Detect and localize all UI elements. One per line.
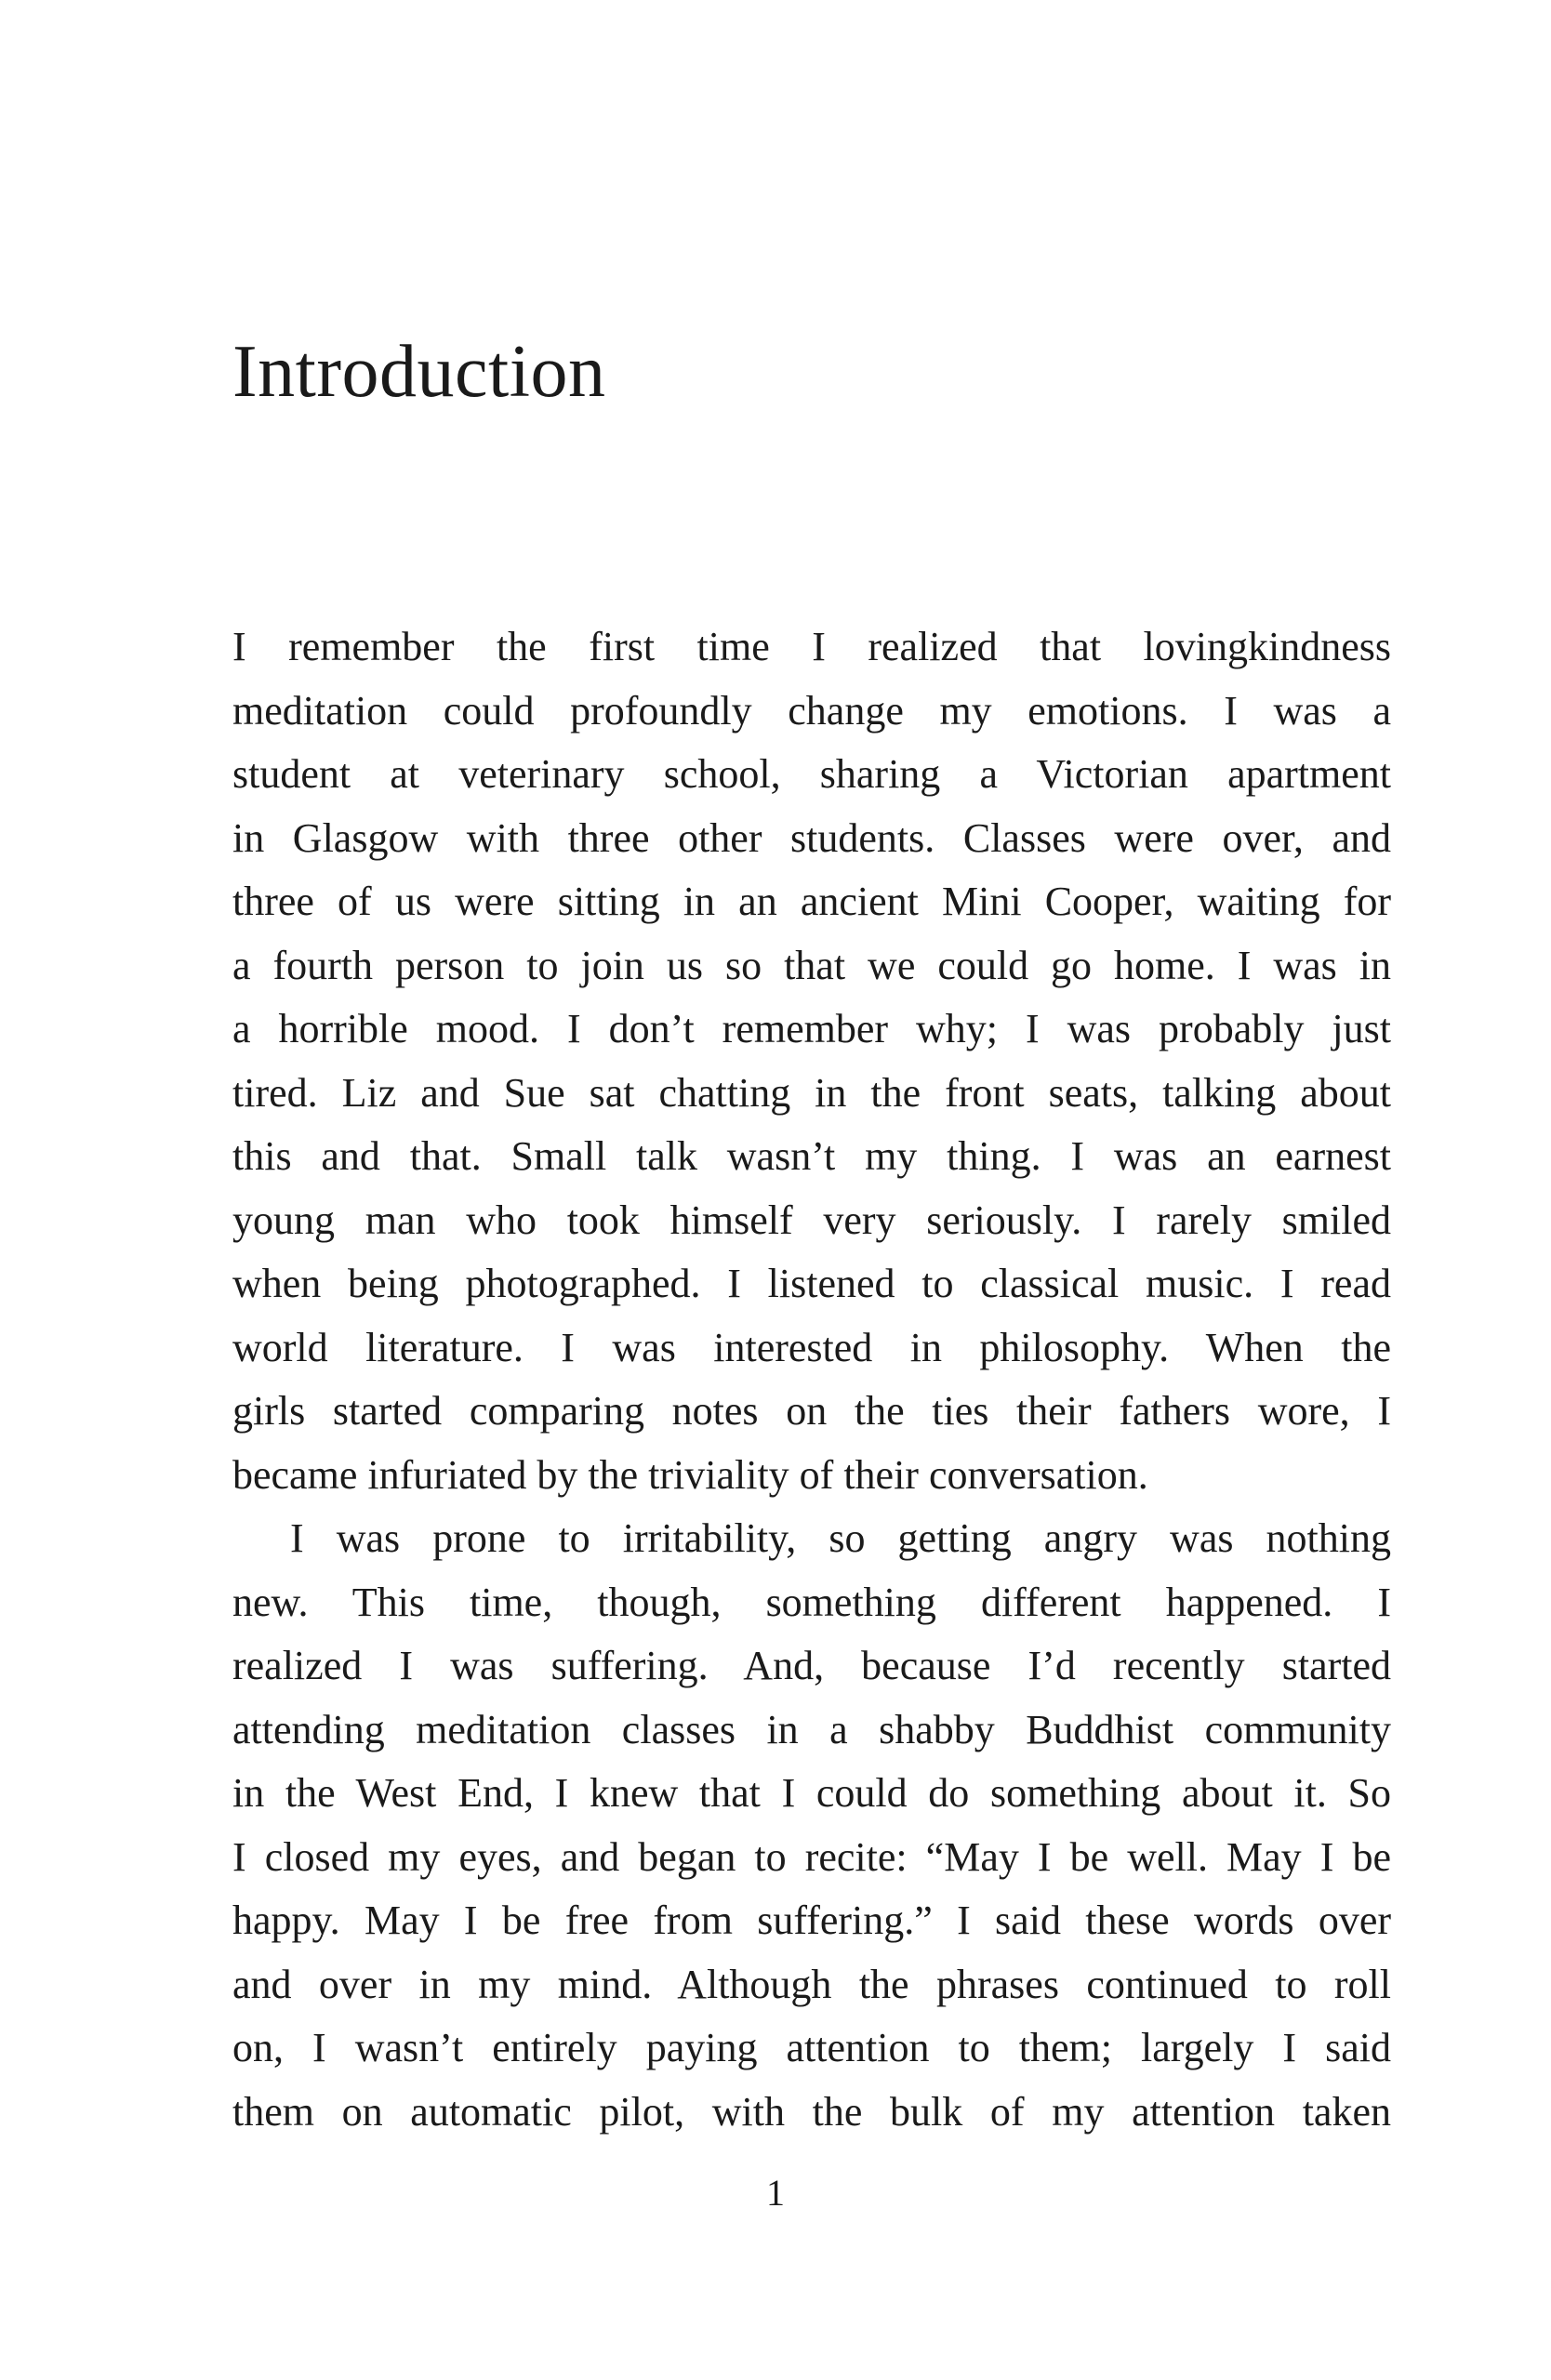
- text-line: I remember the first time I realized that lovingkindness: [232, 624, 1391, 669]
- text-line: and over in my mind. Although the phrases continued to roll: [232, 1961, 1391, 2007]
- text-line: I closed my eyes, and began to recite: “May I be well. May I be: [232, 1833, 1391, 1880]
- text-line: happy. May I be free from suffering.” I said these words over: [232, 1897, 1391, 1943]
- text-line: girls started comparing notes on the ties their fathers wore, I: [232, 1388, 1391, 1434]
- text-line: new. This time, though, something different happened. I: [232, 1579, 1391, 1625]
- text-line: attending meditation classes in a shabby Buddhist community: [232, 1706, 1391, 1752]
- text-line: I was prone to irritability, so getting angry was nothing: [290, 1515, 1391, 1561]
- text-line: tired. Liz and Sue sat chatting in the front seats, talking about: [232, 1069, 1391, 1116]
- text-line: a fourth person to join us so that we could go home. I was in: [232, 942, 1391, 988]
- text-line: them on automatic pilot, with the bulk of my attention taken: [232, 2088, 1391, 2135]
- body-text: [232, 615, 1391, 2144]
- text-line: this and that. Small talk wasn’t my thing. I was an earnest: [232, 1133, 1391, 1179]
- paragraph-2: [232, 1507, 1391, 2144]
- text-line: young man who took himself very seriously. I rarely smiled: [232, 1197, 1391, 1243]
- text-line: world literature. I was interested in philosophy. When the: [232, 1324, 1391, 1370]
- text-line: became infuriated by the triviality of their conversation.: [232, 1451, 1148, 1498]
- text-line: meditation could profoundly change my emotions. I was a: [232, 687, 1391, 734]
- text-line: realized I was suffering. And, because I’d recently started: [232, 1643, 1391, 1688]
- text-line: in Glasgow with three other students. Classes were over, and: [232, 814, 1391, 861]
- text-line: student at veterinary school, sharing a Victorian apartment: [232, 751, 1391, 797]
- chapter-title: Introduction: [232, 331, 606, 413]
- text-line: when being photographed. I listened to classical music. I read: [232, 1261, 1391, 1306]
- text-line: in the West End, I knew that I could do something about it. So: [232, 1770, 1391, 1816]
- text-line: on, I wasn’t entirely paying attention to them; largely I said: [232, 2025, 1391, 2070]
- text-line: a horrible mood. I don’t remember why; I was probably just: [232, 1006, 1391, 1051]
- page-number: 1: [766, 2172, 785, 2214]
- paragraph-1: [232, 615, 1391, 1507]
- text-line: three of us were sitting in an ancient Mini Cooper, waiting for: [232, 879, 1391, 924]
